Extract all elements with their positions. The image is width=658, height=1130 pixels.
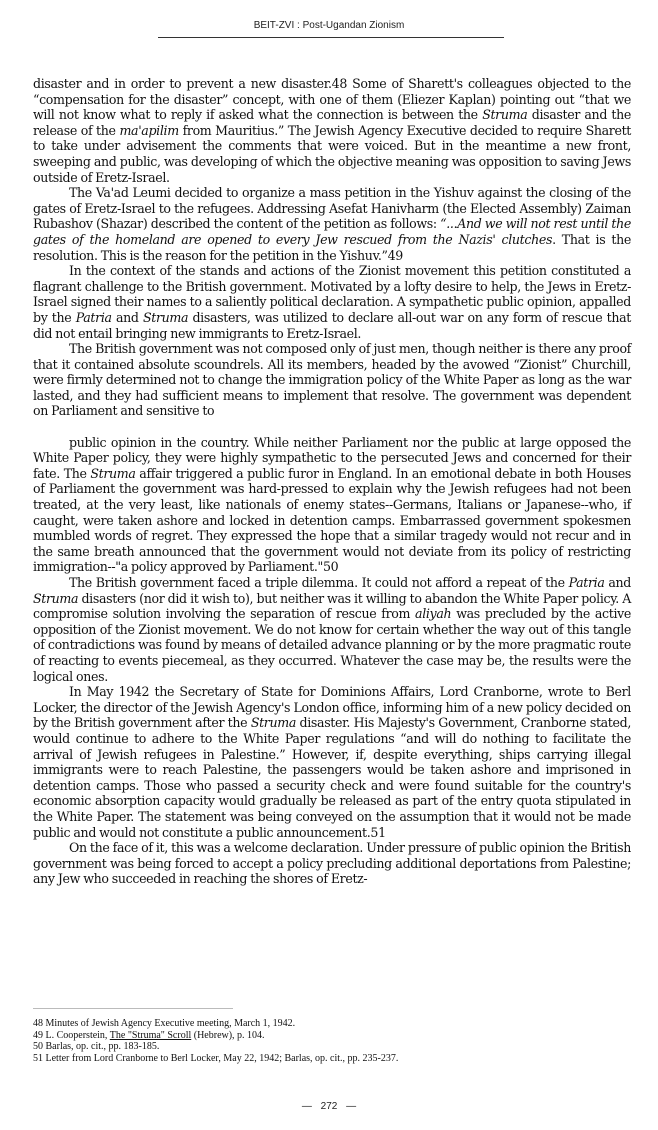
footnote-separator <box>33 1008 233 1009</box>
text-run: On the face of it, this was a welcome declaration. Under pressure of public opinion the British government was being forced to accept a policy precluding additional deportations from Palestine; any Jew who succeeded in reaching the shores of Eretz- <box>33 840 631 887</box>
footnote <box>33 1018 633 1030</box>
italic-text: Struma <box>33 590 79 606</box>
paragraph <box>33 575 631 684</box>
footnote-title: The "Struma" Scroll <box>109 1029 192 1041</box>
italic-text: Struma <box>90 465 136 481</box>
running-header: BEIT-ZVI : Post-Ugandan Zionism <box>253 20 405 31</box>
text-run: from Mauritius.” The Jewish Agency Executive decided to require Sharett to take under advisement the comments that were voiced. But in the meantime a new front, sweeping and public, was developing of which the objective meaning was opposition to saving Jews outside of Eretz-Israel. <box>33 122 632 185</box>
italic-text: aliyah <box>415 606 452 622</box>
body-text <box>33 76 631 887</box>
italic-text: Struma <box>142 309 189 325</box>
text-run: disaster. His Majesty's Government, Cranborne stated, would continue to adhere to the White Paper regulations “and will do nothing to facilitate the arrival of Jewish refugees in Palestine.” However, if, despite everything, ships carrying illegal immigrants were to reach Palestine, the passengers would be taken ashore and imprisoned in detention camps. Those who passed a security check and were found suitable for the country's economic absorption capacity would gradually be released as part of the entry quota stipulated in the White Paper. The statement was being conveyed on the assumption that it would not be made public and would not constitute a public announcement.51 <box>33 715 631 840</box>
text-run: public opinion in the country. While neither Parliament nor the public at large opposed the White Paper policy, they were highly sympathetic to the persecuted Jews and concerned for their fate. The <box>33 434 631 481</box>
footnote-text: 51 Letter from Lord Cranborne to Berl Locker, May 22, 1942; Barlas, op. cit., pp. 235-237. <box>33 1052 399 1064</box>
text-run: . That is the resolution. This is the reason for the petition in the Yishuv.”49 <box>33 231 631 263</box>
text-run: The British government faced a triple dilemma. It could not afford a repeat of the <box>69 575 569 590</box>
page-number: — 272 — <box>301 1101 357 1112</box>
text-run: affair triggered a public furor in England. In an emotional debate in both Houses of Parliament the government was hard-pressed to explain why the Jewish refugees had not been treated, at the very least, like nationals of enemy states--Germans, Italians or Japanese--who, if caught, were taken ashore and locked in detention camps. Embarrassed government spokesmen mumbled words of regret. They expressed the hope that a similar tragedy would not recur and in the same breath announced that the government would not deviate from its policy of restricting immigration--"a policy approved by Parliament."50 <box>33 465 631 575</box>
text-run: disaster and the release of the <box>33 107 631 138</box>
italic-text: Struma <box>482 107 528 123</box>
footnote <box>33 1053 633 1065</box>
footnotes <box>33 1018 633 1064</box>
footnote-text: 50 Barlas, op. cit., pp. 183-185. <box>33 1041 160 1052</box>
footnote <box>33 1030 633 1042</box>
italic-text: Struma <box>250 715 296 731</box>
paragraph <box>33 684 631 840</box>
paragraph <box>33 341 631 419</box>
italic-text: Patria <box>75 309 112 325</box>
paragraph <box>33 76 631 185</box>
paragraph <box>33 185 631 263</box>
text-run: and <box>604 575 631 590</box>
italic-text: “...And we will not rest until the gates of the homeland are opened to every Jew rescued from the Nazis' clutches <box>33 216 631 247</box>
text-run: and <box>111 309 143 325</box>
text-run: was precluded by the active opposition of the Zionist movement. We do not know for certain whether the way out of this tangle of contradictions was found by means of detailed advance planning or by the more pragmatic route of reacting to events piecemeal, as they occurred. Whatever the case may be, the results were the logical ones. <box>33 606 631 684</box>
text-run: In the context of the stands and actions of the Zionist movement this petition constituted a flagrant challenge to the British government. Motivated by a lofty desire to help, the Jews in Eretz-Israel signed their names to a saliently political declaration. A sympathetic public opinion, appalled by the <box>33 263 631 325</box>
header-rule <box>158 37 504 38</box>
italic-text: ma'apilim <box>119 122 179 138</box>
text-run: In May 1942 the Secretary of State for Dominions Affairs, Lord Cranborne, wrote to Berl Locker, the director of the Jewish Agency's London office, informing him of a new policy decided on by the British government after the <box>33 684 631 731</box>
text-run: disasters, was utilized to declare all-out war on any form of rescue that did not entail bringing new immigrants to Eretz-Israel. <box>33 309 632 341</box>
footnote-text: (Hebrew), p. 104. <box>191 1029 265 1041</box>
text-run: The British government was not composed only of just men, though neither is there any proof that it contained absolute scoundrels. All its members, headed by the avowed “Zionist” Churchill, were firmly determined not to change the immigration policy of the White Paper as long as the war lasted, and they had sufficient means to implement that resolve. The government was dependent on Parliament and sensitive to <box>33 341 631 419</box>
paragraph <box>33 435 631 575</box>
text-run: The Va'ad Leumi decided to organize a mass petition in the Yishuv against the closing of the gates of Eretz-Israel to the refugees. Addressing Asefat Hanivharm (the Elected Assembly) Zaiman Rubashov (Shazar) described the content of the petition as follows: <box>33 185 631 232</box>
footnote <box>33 1041 633 1053</box>
paragraph <box>33 840 631 887</box>
text-run: disaster and in order to prevent a new disaster.48 Some of Sharett's colleagues objected to the “compensation for the disaster” concept, with one of them (Eliezer Kaplan) pointing out “that we will not know what to reply if asked what the connection is between the <box>33 76 631 123</box>
italic-text: Patria <box>568 575 605 590</box>
paragraph <box>33 263 631 341</box>
footnote-text: 49 L. Cooperstein, <box>33 1029 110 1041</box>
text-run: disasters (nor did it wish to), but neither was it willing to abandon the White Paper policy. A compromise solution involving the separation of rescue from <box>33 590 631 622</box>
footnote-text: 48 Minutes of Jewish Agency Executive meeting, March 1, 1942. <box>33 1018 296 1029</box>
